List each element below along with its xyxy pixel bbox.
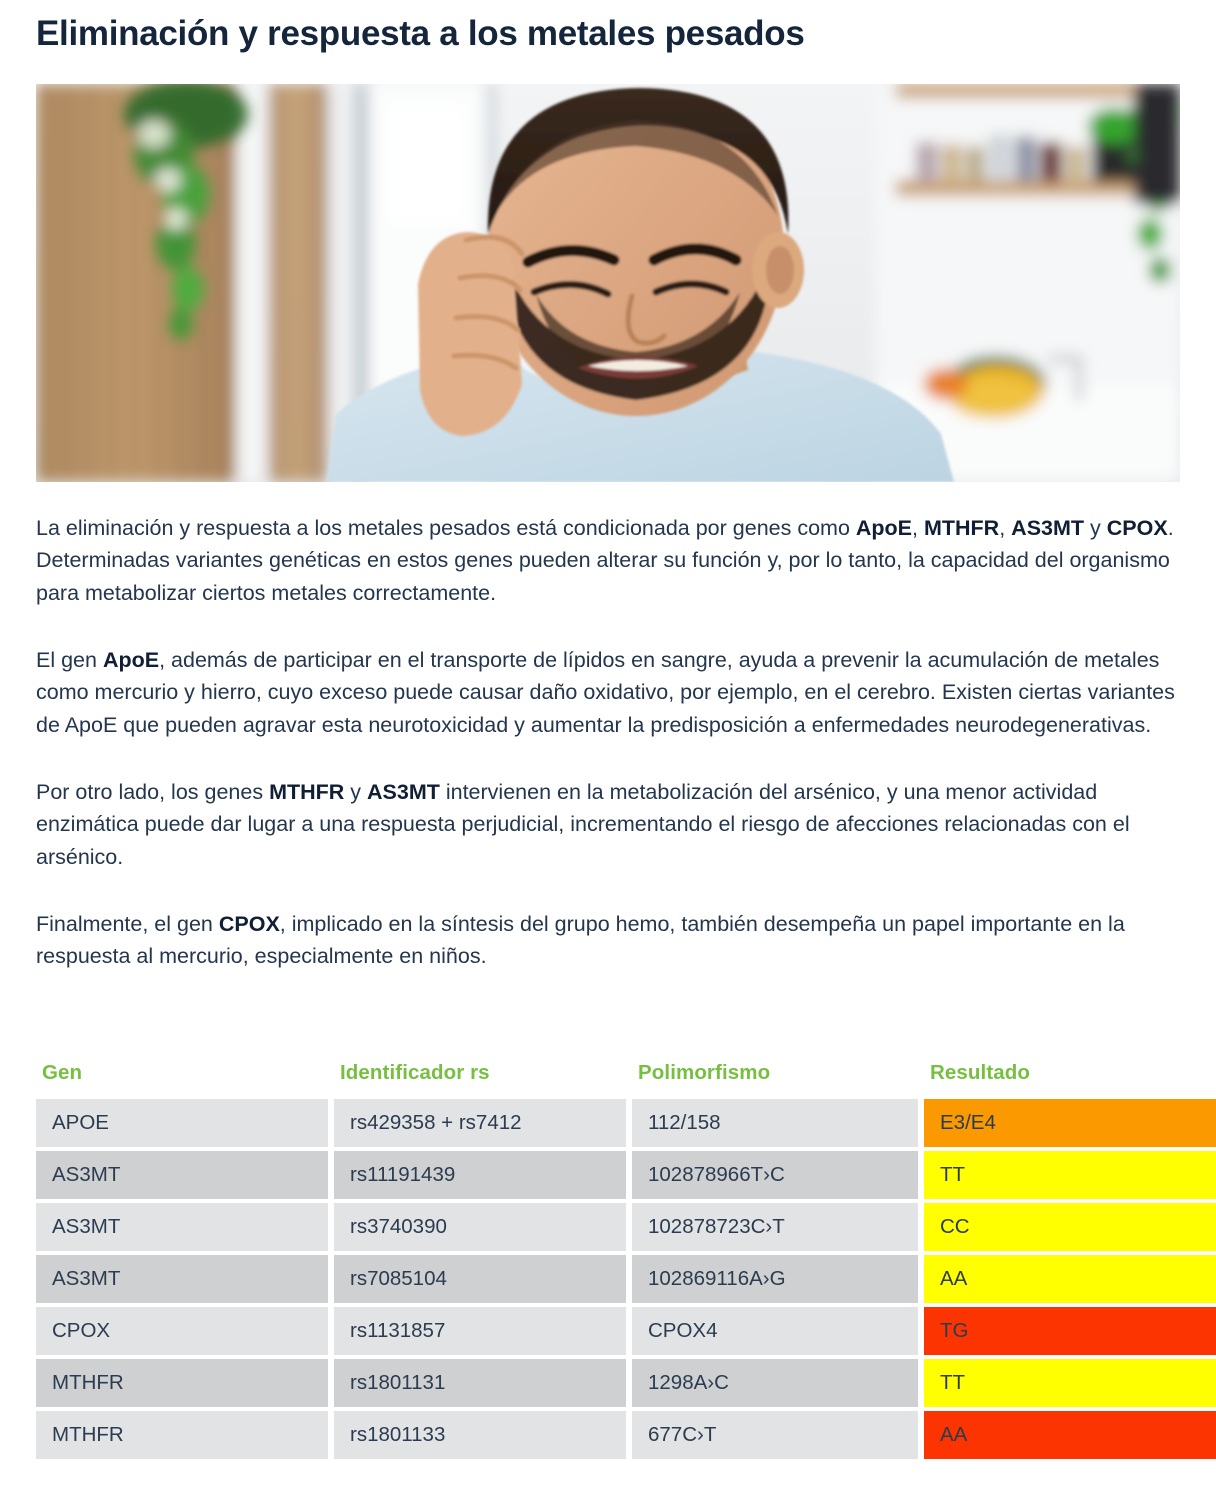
text-run: Finalmente, el gen <box>36 911 219 936</box>
text-run: La eliminación y respuesta a los metales pesados está condicionada por genes como <box>36 515 856 540</box>
cell-gen: APOE <box>36 1099 328 1147</box>
cell-gen: MTHFR <box>36 1359 328 1407</box>
gene-name: ApoE <box>855 515 913 540</box>
cell-gen: AS3MT <box>36 1255 328 1303</box>
cell-polymorphism: 677C›T <box>632 1411 918 1459</box>
text-run: , implicado en la síntesis del grupo hemo, también desempeña un papel importante en la respuesta al mercurio, especialmente en niños. <box>36 911 1125 969</box>
cell-polymorphism: 112/158 <box>632 1099 918 1147</box>
gene-name: AS3MT <box>367 779 440 804</box>
table-row <box>36 1255 1216 1303</box>
paragraph-p4 <box>36 908 1180 973</box>
text-run: Por otro lado, los genes <box>36 779 270 804</box>
cell-polymorphism: 1298A›C <box>632 1359 918 1407</box>
text-run: intervienen en la metabolización del arsénico, y una menor actividad enzimática puede dar lugar a una respuesta perjudicial, incrementando el riesgo de afecciones relacionadas con el arsénico. <box>36 779 1130 870</box>
gene-name: ApoE <box>102 647 160 672</box>
gene-name: MTHFR <box>269 779 345 804</box>
cell-result: TG <box>924 1307 1216 1355</box>
results-table-section <box>0 1053 1216 1463</box>
cell-rs: rs429358 + rs7412 <box>334 1099 626 1147</box>
hero-image <box>36 84 1180 482</box>
table-body <box>36 1099 1216 1459</box>
gene-name: CPOX <box>218 911 280 936</box>
page-title: Eliminación y respuesta a los metales pesados <box>36 14 805 53</box>
cell-polymorphism: CPOX4 <box>632 1307 918 1355</box>
cell-result: AA <box>924 1411 1216 1459</box>
text-run: , además de participar en el transporte de lípidos en sangre, ayuda a prevenir la acumulación de metales como mercurio y hierro, cuyo exceso puede causar daño oxidativo, por ejemplo, en el cerebro. Existen ciertas variantes de ApoE que pueden agravar esta neurotoxicidad y aumentar la predisposición a enfermedades neurodegenerativas. <box>36 647 1175 738</box>
cell-gen: AS3MT <box>36 1151 328 1199</box>
column-header-gen: Gen <box>42 1061 83 1085</box>
table-row <box>36 1203 1216 1251</box>
cell-rs: rs1801131 <box>334 1359 626 1407</box>
cell-result: E3/E4 <box>924 1099 1216 1147</box>
table-row <box>36 1151 1216 1199</box>
table-row <box>36 1307 1216 1355</box>
cell-polymorphism: 102878723C›T <box>632 1203 918 1251</box>
cell-result: TT <box>924 1359 1216 1407</box>
cell-gen: CPOX <box>36 1307 328 1355</box>
gene-name: AS3MT <box>1011 515 1085 540</box>
cell-gen: AS3MT <box>36 1203 328 1251</box>
article-body <box>0 512 1216 973</box>
paragraph-p1 <box>36 512 1180 610</box>
cell-result: TT <box>924 1151 1216 1199</box>
text-run: . Determinadas variantes genéticas en estos genes pueden alterar su función y, por lo tanto, la capacidad del organismo para metabolizar ciertos metales correctamente. <box>36 515 1174 606</box>
table-row <box>36 1099 1216 1147</box>
man-headache-photo <box>36 84 1180 482</box>
cell-result: AA <box>924 1255 1216 1303</box>
table-row <box>36 1411 1216 1459</box>
column-header-res: Resultado <box>930 1061 1030 1085</box>
text-run: El gen <box>36 647 103 672</box>
table-header-row <box>36 1057 1216 1095</box>
text-run: y <box>1084 515 1107 540</box>
table-row <box>36 1359 1216 1407</box>
cell-gen: MTHFR <box>36 1411 328 1459</box>
cell-result: CC <box>924 1203 1216 1251</box>
cell-rs: rs7085104 <box>334 1255 626 1303</box>
text-run: , <box>912 515 924 540</box>
cell-rs: rs11191439 <box>334 1151 626 1199</box>
text-run: , <box>999 515 1012 540</box>
column-header-poly: Polimorfismo <box>638 1061 771 1085</box>
genetic-results-table <box>30 1053 1216 1463</box>
gene-name: CPOX <box>1106 515 1168 540</box>
cell-rs: rs1801133 <box>334 1411 626 1459</box>
text-run: y <box>344 779 367 804</box>
column-header-rs: Identificador rs <box>340 1061 490 1085</box>
cell-rs: rs3740390 <box>334 1203 626 1251</box>
gene-name: MTHFR <box>923 515 1000 540</box>
paragraph-p2 <box>36 644 1180 742</box>
cell-polymorphism: 102869116A›G <box>632 1255 918 1303</box>
cell-polymorphism: 102878966T›C <box>632 1151 918 1199</box>
paragraph-p3 <box>36 776 1180 874</box>
cell-rs: rs1131857 <box>334 1307 626 1355</box>
